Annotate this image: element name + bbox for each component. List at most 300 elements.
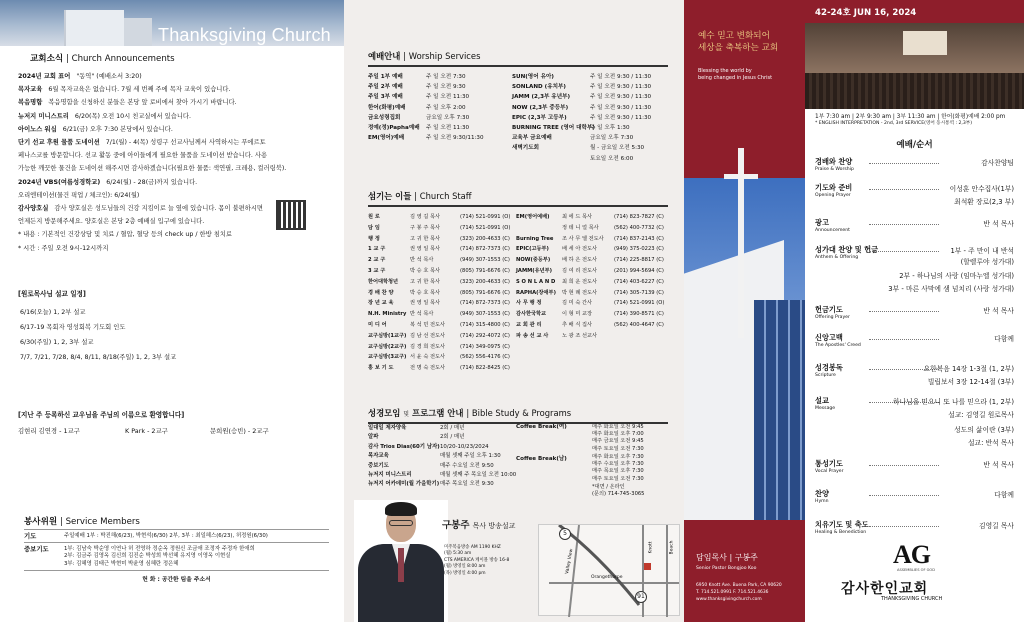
worship-time: 금요일 오후 7:30 [426,114,470,121]
order-item-leader: 반 석 목사 [983,307,1014,315]
study-name: 알파 [368,434,379,441]
news-item [18,205,263,213]
sermon-title: [원로목사님 설교 일정] [18,290,86,298]
order-item-leader: (할렐루야 성가대) [960,258,1014,266]
order-item-title: 경배와 찬양 [815,157,853,166]
worship-name: EM(영어)예배 [368,135,405,142]
coffee-break-men: Coffee Break(남) [516,456,567,462]
news-subtitle: | Church Announcements [65,54,175,64]
staff-row [516,298,674,309]
staff-title: 섬기는 이들 [368,191,412,201]
staff-role: S O N L A N D [516,278,556,285]
order-item-en: Message [815,406,836,411]
order-leader [869,311,939,312]
staff-row [516,223,674,234]
welcome-item: 문희원(승빈) - 2교구 [210,427,269,435]
news-label: 2024년 교회 표어 [18,73,71,80]
news-item [18,192,139,200]
order-leader [869,526,939,527]
study-left [368,424,516,490]
staff-role: 교 회 관 리 [516,321,542,328]
header-photo [0,0,344,46]
staff-name: 배 하 은 전도사 [562,257,598,264]
staff-row [516,288,674,299]
flower-note: 헌 화 : 공간한 팀을 주소서 [142,576,211,583]
news-label: 복음명함 [18,99,43,107]
date-bar [805,0,1024,23]
order-leader [869,163,939,164]
worship-row [368,72,512,82]
news-item [18,245,108,253]
order-item-leader: 다함께 [994,335,1014,343]
info-line: 미주복음방송 AM 1190 KHZ [444,545,501,550]
staff-role: N.H. Ministry [368,311,407,318]
staff-row [368,223,516,234]
news-item [18,165,286,173]
staff-phone: (714) 521-0991 (O) [460,214,511,220]
study-name: 감사 Trios Dias(60기 남자) [368,443,440,450]
panel-announcements [0,0,344,622]
order-item-leader: 성도의 삶이란 (3부) [954,426,1014,434]
worship-time: 금요일 오후 7:30 [590,135,634,142]
order-item-title: 광고 [815,218,829,227]
info-line: (목) 방영일 4:00 pm [444,570,486,576]
news-text: 6/24(월) - 28(금)까지 있습니다. [106,178,198,186]
service-label: 중보기도 [24,545,49,554]
staff-role: 교구심방(2교구) [368,343,407,350]
staff-phone: (714) 822-8425 (C) [460,365,510,372]
panel-cover [684,0,805,622]
staff-role: 1 교 구 [368,246,386,253]
order-item-leader: 1부 - 주 만이 내 반석 [950,247,1014,255]
staff-role: EM(영어예배) [516,214,550,220]
worship-subtitle: | Worship Services [403,51,481,61]
cover-top [684,0,805,178]
ag-logo-sub: ASSEMBLIES OF GOD [897,568,936,572]
staff-row [516,244,674,255]
staff-name: 김 남 선 전도사 [410,332,446,339]
staff-role: Burning Tree [516,235,554,242]
motto-en: being changed in Jesus Christ [698,75,773,81]
order-item-title: 성가대 찬양 및 헌금 [815,245,879,254]
hwy-91-icon: 91 [635,591,647,603]
worship-row [368,123,512,133]
staff-row [368,234,516,245]
staff-name: 추 배 식 집사 [562,321,593,328]
staff-row [368,298,516,309]
order-item-en: Opening Prayer [815,193,851,198]
staff-role: 감사한국학교 [516,311,547,318]
staff-phone: (714) 225-8817 (C) [614,257,664,264]
staff-phone: (714) 872-7373 (C) [460,246,510,253]
worship-row [512,133,680,143]
news-label: 단기 선교 후원 물품 도네이션 [18,139,100,146]
staff-name: 서 윤 숙 전도사 [410,354,446,361]
staff-role: 홍 보 기 도 [368,365,394,372]
staff-role: 경 배 찬 양 [368,289,394,296]
staff-role: 교구심방(1교구) [368,332,407,339]
worship-row [368,113,512,123]
staff-role: EPIC(고등부) [516,246,549,253]
staff-name: 정 테 니 얼 목사 [562,224,599,231]
phone: T. 714.521.0991 F. 714.521.4636 [696,590,769,595]
info-line: 매주 토요일 오전 7:30 [592,445,644,452]
sermon-item: 6/30(주일) 1, 2, 3부 설교 [20,339,94,346]
service-members [24,515,329,583]
worship-name: 주일 1부 예배 [368,74,403,80]
study-row [368,443,516,452]
worship-time: 주 일 오전 9:30 [426,84,466,91]
map-road-label: Orangethorpe [591,575,623,580]
sermon-item: 6/16(오늘) 1, 2부 설교 [20,309,86,316]
worship-time: 토요일 오전 6:00 [590,155,634,162]
order-leader [869,339,939,340]
info-line: 매주 토요일 오전 7:30 [592,475,644,482]
order-item-en: Praise & Worship [815,167,854,172]
staff-name: 전 명 숙 전도사 [410,365,446,372]
info-line: 매주 화요일 오전 9:45 [592,424,644,430]
order-item-en: Healing & Benediction [815,530,867,535]
news-title: 교회소식 [30,54,64,64]
staff-phone: (714) 521-0991 (O) [614,300,665,307]
study-time: 매주 목요일 오전 9:30 [440,481,494,488]
staff-row [368,352,516,363]
news-text: * 시간 : 주일 오전 9시-12시까지 [18,244,109,252]
info-line: 매주 수요일 오후 7:30 [592,461,644,468]
order-item-leader: 이성훈 안수집사(1부) [949,185,1014,193]
order-item-title: 성경봉독 [815,363,843,372]
panel-order [805,0,1024,622]
order-item-title: 신앙고백 [815,333,843,342]
worship-time: 주 일 오후 1:30 [590,125,630,132]
service-value: 1부: 김남숙 박순영 이연나 허 전영하 정순옥 정원신 조금애 조정자 주정자 한애희 [64,546,255,553]
worship-name: 주일 3부 예배 [368,94,403,101]
study-time: 매주 수요일 오전 9:50 [440,462,494,469]
staff-row [368,255,516,266]
website-link[interactable]: www.thanksgivingchurch.com [696,597,762,602]
staff-phone: (949) 375-0223 (C) [614,246,664,253]
staff-phone: (714) 292-4072 (C) [460,332,510,339]
staff-role: 담 임 [368,224,380,231]
staff-name: 김 영 길 목사 [410,214,441,220]
service-subtitle: | Service Members [59,517,140,527]
worship-row [368,82,512,92]
study-row [368,424,516,433]
staff-role: 행 정 [368,235,380,242]
ag-logo: AG [893,540,930,569]
staff-name: 고 귀 한 목사 [410,235,441,242]
order-item-en: Anthem & Offering [815,255,859,260]
staff-phone: (714) 349-0975 (C) [460,343,510,350]
pastor-label: 담임목사 | 구봉주 [696,553,758,562]
worship-row [512,154,680,164]
news-item [18,99,237,107]
staff-name: 구 봉 주 목사 [410,224,441,231]
study-time: 매월 셋째 주일 오후 1:30 [440,453,501,460]
worship-row [512,143,680,153]
news-text: 감사 양호실은 성도님들의 건강 지킴이로 늘 옆에 있습니다. 몸이 불편하시면 [54,205,264,212]
order-item-leader: 감사찬양팀 [981,159,1014,167]
staff-role: 미 디 어 [368,321,387,328]
staff-row [368,277,516,288]
order-item-leader: 반 석 목사 [983,220,1014,228]
worship-time: 주 일 오전 9:30 / 11:30 [590,74,652,80]
staff-role: 교구심방(3교구) [368,354,407,361]
sermon-item: 7/7, 7/21, 7/28, 8/4, 8/11, 8/18(주일) 1, 2, 3부 설교 [20,354,177,361]
staff-role: RAPHA(장애부) [516,289,556,296]
staff-name: 최 에 드 목사 [562,214,593,220]
worship-title: 예배안내 [368,51,401,61]
worship-time: 주 일 오전 9:30/11:30 [426,135,484,142]
order-item-title: 찬양 [815,489,829,498]
staff-name: 배 세 아 전도사 [562,246,598,253]
news-text: "동역" (예배소서 3:20) [76,73,142,80]
study-time: 2회 / 매년 [440,434,465,441]
order-item-leader: 설교: 반석 목사 [967,439,1014,447]
worship-name: SONLAND (유치부) [512,84,566,91]
worship-name: 새벽기도회 [512,145,540,152]
staff-phone: (562) 400-4647 (C) [614,321,664,328]
worship-name: 교육부 금요예배 [512,135,552,142]
staff-role: 원 로 [368,214,380,220]
service-value: 3부: 김혜영 김태근 박현미 박윤영 심혜란 정은혜 [64,560,179,567]
staff-row [516,212,674,223]
study-title: 성경모임 [368,408,401,418]
coffee-times-women [592,424,644,453]
coffee-times-men [592,454,644,483]
church-name: 감사한인교회 [841,581,929,597]
worship-heading [368,50,668,62]
order-item-en: Offering Prayer [815,315,850,320]
order-item-leader: 설교: 김영길 원로목사 [948,411,1014,419]
broadcast-label: 목사 방송설교 [472,522,516,530]
order-leader [869,251,939,252]
staff-name: 권 영 일 목사 [410,300,441,307]
news-label: 목자교육 [18,86,43,94]
study-time: 매월 셋째 주 목요일 오전 10:00 [440,472,517,479]
staff-name: 복 석 민 전도사 [410,321,446,328]
info-line: 매주 목요일 오후 7:30 [592,468,644,475]
study-time: 2회 / 매년 [440,425,465,431]
motto-line: 세상을 축복하는 교회 [698,43,779,53]
worship-name: 금요성령집회 [368,114,401,121]
news-item [18,73,142,81]
issue-date: 42-24호 JUN 16, 2024 [815,8,917,18]
staff-row [368,288,516,299]
news-label: 아이노스 워십 [18,125,57,133]
worship-time: 주 일 오전 11:30 [426,94,470,101]
order-leader [869,465,939,466]
worship-time: 주 일 오전 11:30 [426,125,470,132]
panel-services [344,0,684,622]
news-text: 가능한 깨끗한 물건을 도네이션 해주시면 감사하겠습니다(필요한 물품: 색연필, 크레용, 컬러링북). [18,165,287,173]
staff-role: 파 송 선 교 사 [516,332,549,339]
staff-row [516,309,674,320]
staff-phone: (949) 307-1553 (C) [460,257,510,264]
worship-row [512,82,680,92]
study-name: 일대일 제자양육 [368,425,407,431]
study-and: 및 [403,411,410,418]
staff-name: 조 사 무 엘 전도사 [562,235,604,242]
news-label: 뉴저지 미니스트리 [18,112,69,120]
worship-name: 주일 2부 예배 [368,84,403,91]
pastor-en: Senior Pastor Bongjoo Koo [696,566,757,571]
order-item-leader: 반 석 목사 [983,461,1014,469]
study-name: 뉴저지 미니스트리 [368,472,412,479]
info-line: (문의) 714-745-3065 [592,491,645,498]
worship-row [368,103,512,113]
motto-en: Blessing the world by [698,68,752,74]
study-row [368,452,516,461]
church-name-en: THANKSGIVING CHURCH [881,596,943,602]
staff-name: 박 승 호 목사 [410,289,441,296]
worship-time: 주 일 오후 2:00 [426,104,466,111]
news-text: 6/20(목) 오전 10시 친교실에서 있습니다. [74,112,192,120]
staff-role [516,223,562,234]
staff-name: 박 승 호 목사 [410,267,441,274]
order-item-en: Announcement [815,228,850,233]
order-item-leader: 다함께 [994,491,1014,499]
sanctuary-photo [805,23,1024,109]
news-item [18,126,173,134]
staff-role: 한어대학청년 [368,278,399,285]
info-line: 매주 화요일 오후 7:30 [592,454,644,460]
staff-row [516,320,674,331]
staff-row [368,331,516,342]
news-item [18,231,232,239]
info-line: CTS AMERICA 케이블 방송 16-8 [444,557,510,563]
staff-row [516,331,674,342]
map-road-label: Knott [648,541,654,554]
welcome-title: [지난 주 등록하신 교우님을 주님의 이름으로 환영합니다] [18,411,185,419]
map-roads [539,525,681,617]
staff-row [368,342,516,353]
order-item-leader: 2부 - 하나님의 사랑 (임마누엘 성가대) [899,272,1014,280]
worship-time: 월 - 금요일 오전 5:30 [590,145,645,152]
hwy-5-icon: 5 [559,528,571,540]
info-line: (월) 5:30 am [444,551,472,557]
staff-row [516,234,674,245]
staff-phone: (714) 305-7139 (C) [614,289,664,296]
study-title2: 프로그램 안내 [412,408,464,418]
study-subtitle: | Bible Study & Programs [466,408,572,418]
map-road-label: Beach [669,540,675,555]
staff-row [368,309,516,320]
staff-row [516,266,674,277]
service-value: 2부: 김금주 김영옥 김신희 김진순 박성희 박선혜 유지영 이영옥 이현실 [64,553,231,560]
order-item-title: 통성기도 [815,459,843,468]
news-text: 언제든지 방문해주세요. 양호실은 본당 2층 예배실 입구에 있습니다. [18,218,205,226]
study-name: 중보기도 [368,462,389,469]
staff-name: 반 석 목사 [410,257,434,264]
staff-phone: (714) 872-7373 (C) [460,300,510,307]
order-leader [869,495,939,496]
staff-subtitle: | Church Staff [414,191,472,201]
news-label: 2024년 VBS(여름성경학교) [18,178,101,186]
study-row [368,471,516,480]
staff-row [516,277,674,288]
staff-phone: (714) 390-8571 (C) [614,311,664,318]
worship-row [512,123,680,133]
broadcast-name: 구봉주 [442,520,470,531]
staff-phone: (805) 791-6676 (C) [460,289,510,296]
news-item [18,139,266,147]
staff-name: 김 미 숙 간사 [562,300,593,307]
news-text: 오리엔테이션(물건 픽업 / 체크인): 6/24(월) [18,191,140,199]
staff-phone: (562) 400-7732 (C) [614,224,664,231]
study-name: 뉴저지 어카데미(월 가을학기) [368,481,440,488]
order-item-leader: 최석환 장로(2,3 부) [954,198,1014,206]
service-label: 기도 [24,532,37,540]
worship-row [512,113,680,123]
staff-row [368,320,516,331]
staff-name: 최 희 운 전도사 [562,278,598,285]
staff-name: 박 현 례 전도사 [562,289,598,296]
staff-row [368,244,516,255]
staff-phone: (562) 556-4176 (C) [460,354,510,361]
order-item-en: The Apostles' Creed [815,343,861,348]
study-time: 10/20-10/23/2024 [440,443,489,450]
staff-name: 반 석 목사 [410,311,434,318]
worship-time: 주 일 오전 9:30 / 11:30 [590,94,652,101]
pastor-photo [354,500,448,622]
staff-name: 고 귀 한 목사 [410,278,441,285]
worship-time: 주 일 오전 9:30 / 11:30 [590,114,652,121]
staff-name: 김 경 희 전도사 [410,343,446,350]
location-map[interactable] [538,524,680,616]
info-line: *대면 / 온라인 [592,484,625,490]
staff-row [516,255,674,266]
worship-name: NOW (2,3부 중등부) [512,104,569,111]
staff-row [368,266,516,277]
staff-phone: (714) 837-2143 (C) [614,235,664,242]
worship-row [512,103,680,113]
staff-phone: (714) 823-7827 (C) [614,214,664,220]
order-item-leader: 김영길 목사 [979,522,1014,530]
staff-phone: (714) 521-0991 (O) [460,224,511,231]
news-item [18,218,204,226]
staff-role: NOW(중등부) [516,257,551,264]
study-row [368,480,516,489]
staff-phone: (323) 200-4633 (C) [460,278,510,285]
qr-code[interactable] [276,200,306,230]
staff-name: 이 형 미 교장 [562,311,593,318]
staff-phone: (201) 994-5694 (C) [614,267,664,274]
staff-name: 권 영 일 목사 [410,246,441,253]
address: 6950 Knott Ave. Buena Park, CA 90620 [696,583,782,588]
order-leader [869,189,939,190]
news-item [18,113,191,121]
sermon-item: 6/17-19 목회자 영성회복 기도회 인도 [20,324,126,331]
order-item-leader: 3부 - 마른 사막에 샘 넘치리 (사랑 성가대) [888,285,1014,293]
order-item-leader: 요한복음 14장 1-3절 (1, 2부) [923,365,1014,373]
staff-phone: (714) 315-4800 (C) [460,321,510,328]
staff-phone [614,331,674,342]
worship-time: 주 일 오전 9:30 / 11:30 [590,104,652,111]
worship-row [512,72,680,82]
motto-line: 예수 믿고 변화되어 [698,31,770,41]
staff-right [516,212,674,342]
staff-role: 3 교 구 [368,267,386,274]
interpretation-note: * ENGLISH INTERPRETATION - 2nd, 3rd SERVICE(영어 동시통역 : 2,3부) [815,121,973,126]
coffee-break-women: Coffee Break(여) [516,424,567,430]
staff-role: 사 무 행 정 [516,300,542,307]
order-item-en: Scripture [815,373,836,378]
study-row [368,462,516,471]
order-item-title: 설교 [815,396,829,405]
study-name: 목자교육 [368,453,389,460]
news-text: 7/1(월) - 4(목) 성령구 선교사님께서 사역하시는 푸에르토 [105,139,266,146]
